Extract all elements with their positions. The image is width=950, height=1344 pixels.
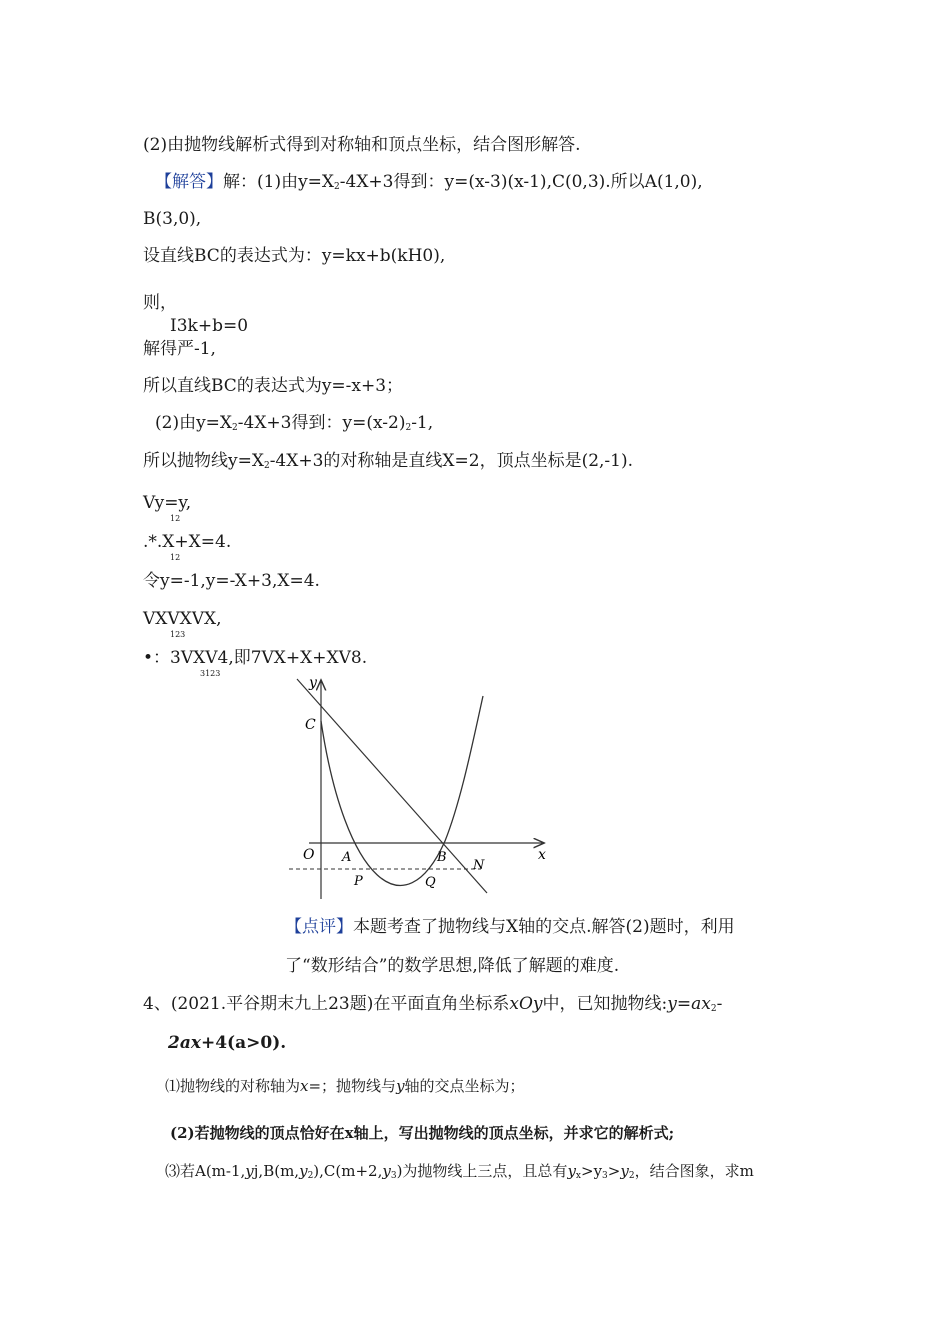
math-italic: y=ax: [667, 994, 711, 1014]
subscript: 2: [307, 1171, 314, 1181]
subscript: 3: [602, 1171, 608, 1181]
comment-tag: 【点评】: [285, 917, 353, 937]
solution-line-3: 设直线BC的表达式为：y=kx+b(kH0),: [143, 246, 446, 266]
text-span: 本题考查了抛物线与X轴的交点.解答(2)题时，利用: [353, 917, 735, 937]
solution-line-9: [143, 450, 633, 477]
superscript: 2: [710, 1004, 717, 1014]
text-span: ；抛物线与: [321, 1077, 397, 1095]
subscript: 2: [628, 1171, 635, 1181]
text-span: )为抛物线上三点，且总有: [396, 1162, 568, 1180]
text-span: ，结合图象，求m: [634, 1162, 754, 1180]
label-p: P: [354, 874, 363, 889]
math-italic: y: [567, 1162, 576, 1180]
text-span: 解：(1)由y=X: [223, 172, 335, 192]
superscript: 2: [263, 461, 270, 471]
superscript: 2: [405, 423, 412, 433]
solution-line-6: 解得严-1,: [143, 339, 216, 359]
comment-line-1: [285, 916, 735, 938]
text-span: >y: [581, 1162, 603, 1180]
subscript-12: 12: [170, 514, 181, 523]
text-span: 所以抛物线y=X: [143, 451, 264, 471]
text-span: >: [607, 1162, 621, 1180]
text-span: -4X+3得到：y=(x-3)(x-1),C(0,3).所以A(1,0),: [339, 172, 703, 192]
math-italic: 2ax: [168, 1033, 201, 1053]
label-q: Q: [425, 875, 436, 890]
text-span: ),C(m+2,: [313, 1162, 383, 1180]
subscript: 3: [390, 1171, 397, 1181]
solution-line-8: [155, 412, 433, 439]
solution-line-7: 所以直线BC的表达式为y=-x+3；: [143, 376, 404, 396]
math-italic: y: [382, 1162, 391, 1180]
question-4-part-2: (2)若抛物线的顶点恰好在x轴上，写出抛物线的顶点坐标，并求它的解析式;: [170, 1124, 675, 1142]
subscript-12b: 12: [170, 553, 181, 562]
text-span: 中，已知抛物线:: [542, 994, 668, 1014]
question-4-line-2: [168, 1032, 286, 1054]
text-span: -1,: [411, 413, 434, 433]
solution-line-2: B(3,0),: [143, 209, 202, 229]
text-span: ⑶若A(m-1,: [165, 1162, 246, 1180]
label-n: N: [473, 858, 485, 873]
solution-line-10: Vy=y,: [143, 493, 192, 513]
math-italic: y: [245, 1162, 254, 1180]
solution-line-11: .*.X+X=4.: [143, 532, 232, 552]
text-span: -: [716, 994, 723, 1014]
analysis-line-2: (2)由抛物线解析式得到对称轴和顶点坐标，结合图形解答.: [143, 135, 581, 155]
text-span: ⑴抛物线的对称轴为: [165, 1077, 301, 1095]
question-4-part-3: [165, 1160, 754, 1187]
text-span: j,B(m,: [253, 1162, 300, 1180]
solution-line-4: 则，: [143, 293, 177, 313]
solution-line-5: I3k+b=0: [170, 316, 249, 336]
solution-line-12: 令y=-1,y=-X+3,X=4.: [143, 571, 320, 591]
question-4-part-1: [165, 1075, 525, 1097]
solution-line-14: •：3VXV4,即7VX+X+XV8.: [143, 648, 368, 668]
comment-line-2: 了“数形结合”的数学思想,降低了解题的难度.: [285, 956, 620, 976]
text-span: (2)由y=X: [155, 413, 233, 433]
subscript-3123: 3123: [200, 669, 221, 678]
superscript: 2: [232, 423, 238, 433]
label-y: y: [309, 675, 317, 691]
text-span: 轴的交点坐标为；: [404, 1077, 525, 1095]
solution-line-1: [155, 171, 703, 198]
line-bc: [297, 679, 487, 893]
label-x: x: [538, 847, 546, 863]
question-4-line-1: [143, 993, 722, 1020]
label-a: A: [342, 850, 352, 865]
label-o: O: [303, 847, 315, 863]
math-italic: x=: [300, 1077, 322, 1095]
label-c: C: [305, 717, 316, 733]
parabola-figure: [285, 671, 565, 907]
math-italic: y: [299, 1162, 308, 1180]
subscript: x: [575, 1171, 581, 1181]
solution-tag: 【解答】: [155, 172, 223, 192]
math-italic: xOy: [509, 994, 543, 1014]
text-span: -4X+3得到：y=(x-2): [237, 413, 406, 433]
math-italic: y: [620, 1162, 629, 1180]
text-span: 4、(2021.平谷期末九上23题)在平面直角坐标系: [143, 994, 510, 1014]
text-span: +4(a>0).: [200, 1033, 287, 1053]
label-b: B: [437, 850, 447, 865]
subscript-123: 123: [170, 630, 186, 639]
math-italic: y: [396, 1077, 405, 1095]
solution-line-13: VXVXVX,: [143, 609, 222, 629]
text-span: -4X+3的对称轴是直线X=2，顶点坐标是(2,-1).: [269, 451, 634, 471]
superscript: 2: [334, 182, 340, 192]
